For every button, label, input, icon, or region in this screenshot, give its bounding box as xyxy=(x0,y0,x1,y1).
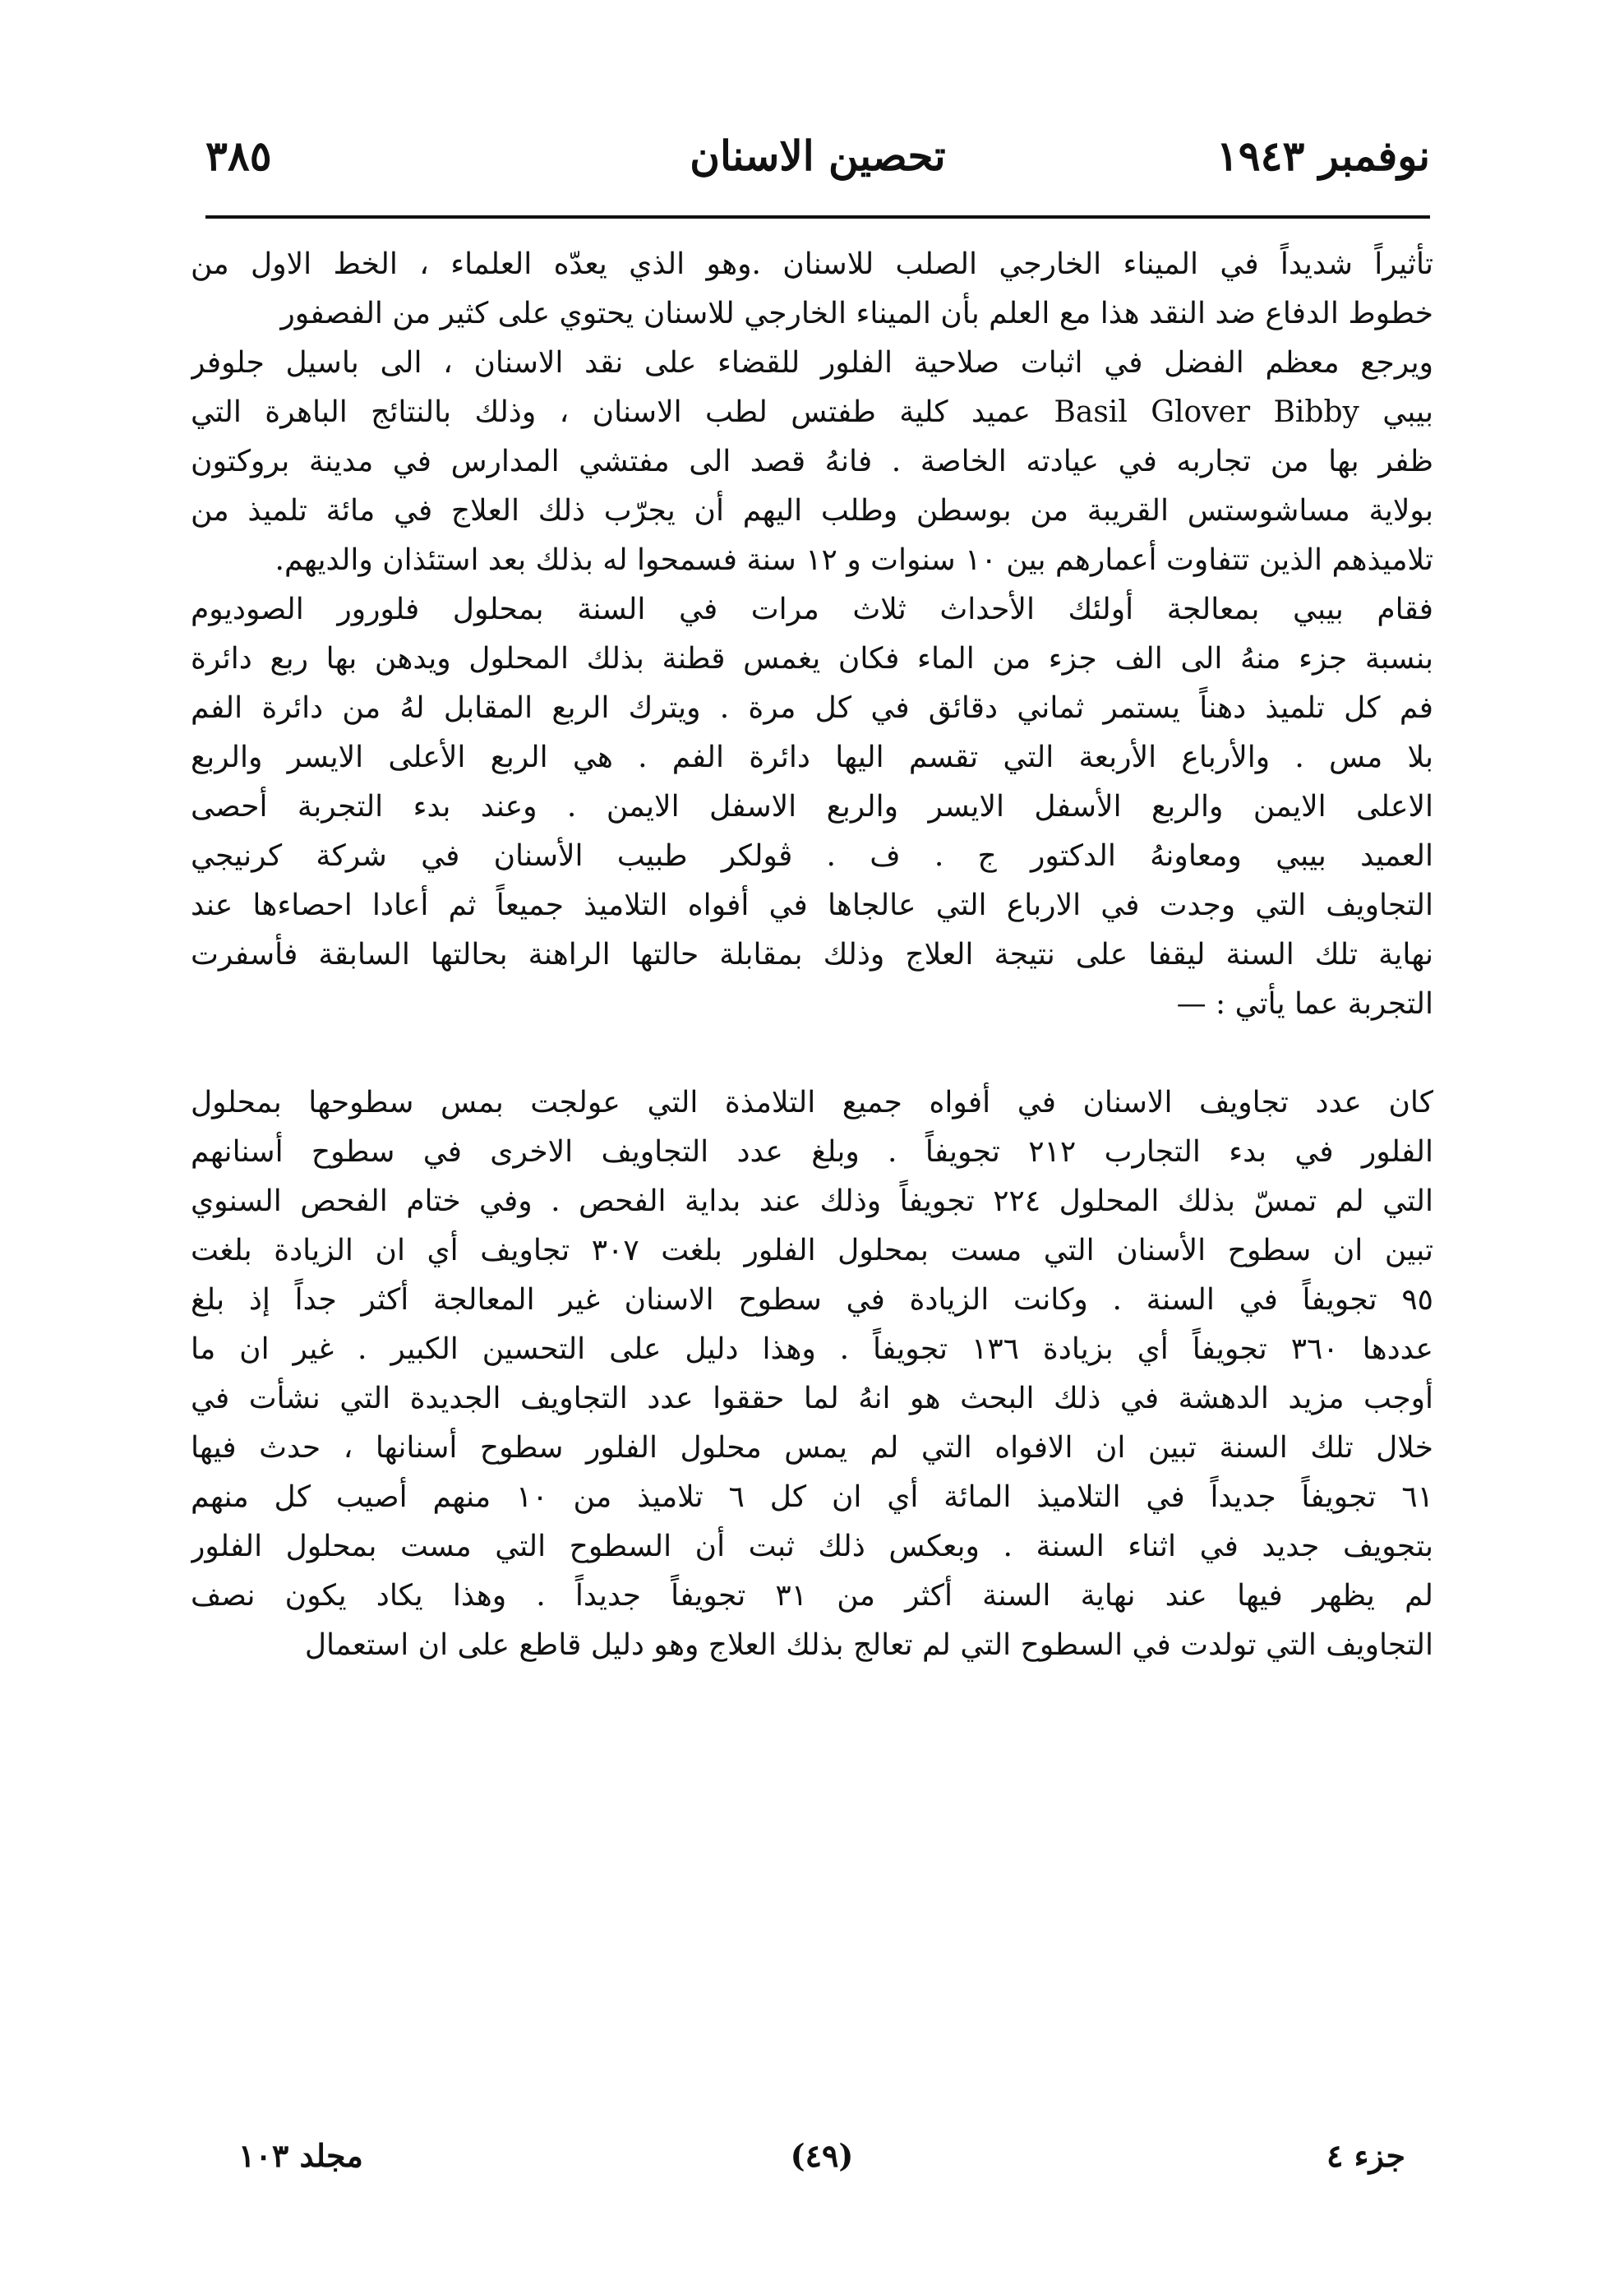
footer-volume: مجلد ١٠٣ xyxy=(238,2137,363,2174)
text-line: تلاميذهم الذين تتفاوت أعمارهم بين ١٠ سنوات و ١٢ سنة فسمحوا له بذلك بعد استئذان والديهم. xyxy=(275,543,1433,577)
footer-sheet-number: (٤٩) xyxy=(790,2137,854,2174)
text-line: الاعلى الايمن والربع الأسفل الايسر والربع الاسفل الايمن . وعند بدء التجربة أحصى xyxy=(191,790,1433,824)
text-line: لم يظهر فيها عند نهاية السنة أكثر من ٣١ تجويفاً جديداً . وهذا يكاد يكون نصف xyxy=(191,1579,1433,1613)
text-line: تبين ان سطوح الأسنان التي مست بمحلول الفلور بلغت ٣٠٧ تجاويف أي ان الزيادة بلغت xyxy=(191,1234,1433,1267)
paragraph-gap xyxy=(191,1029,1433,1078)
paragraph xyxy=(191,585,1433,1029)
page-footer xyxy=(238,2127,1405,2185)
text-line: بلا مس . والأرباع الأربعة التي تقسم اليها دائرة الفم . هي الربع الأعلى الايسر والربع xyxy=(191,741,1433,774)
text-line: ظفر بها من تجاربه في عيادته الخاصة . فانهُ قصد الى مفتشي المدارس في مدينة بروكتون xyxy=(191,445,1433,478)
text-line: التجربة عما يأتي : — xyxy=(1176,987,1433,1021)
header-title: تحصين الاسنان xyxy=(690,132,946,180)
text-line: فم كل تلميذ دهناً يستمر ثماني دقائق في كل مرة . ويترك الربع المقابل لهُ من دائرة الفم xyxy=(191,691,1433,725)
text-line: ويرجع معظم الفضل في اثبات صلاحية الفلور للقضاء على نقد الاسنان ، الى باسيل جلوفر xyxy=(191,346,1433,380)
text-line: فقام بيبي بمعالجة أولئك الأحداث ثلاث مرات في السنة بمحلول فلورور الصوديوم xyxy=(191,593,1433,626)
text-line: خطوط الدفاع ضد النقد هذا مع العلم بأن الميناء الخارجي للاسنان يحتوي على كثير من الفصفور xyxy=(280,297,1433,330)
paragraph xyxy=(191,339,1433,585)
text-line: التي لم تمسّ بذلك المحلول ٢٢٤ تجويفاً وذلك عند بداية الفحص . وفي ختام الفحص السنوي xyxy=(191,1184,1433,1218)
paragraph xyxy=(191,240,1433,339)
text-line: ٦١ تجويفاً جديداً في التلاميذ المائة أي ان كل ٦ تلاميذ من ١٠ منهم أصيب كل منهم xyxy=(191,1480,1433,1514)
header-rule xyxy=(205,215,1430,219)
article-body xyxy=(191,240,1433,1670)
running-header xyxy=(205,123,1430,189)
text-line: الفلور في بدء التجارب ٢١٢ تجويفاً . وبلغ عدد التجاويف الاخرى في سطوح أسنانهم xyxy=(191,1135,1433,1169)
text-line: بنسبة جزء منهُ الى الف جزء من الماء فكان يغمس قطنة بذلك المحلول ويدهن بها ربع دائرة xyxy=(191,642,1433,676)
header-date: نوفمبر ١٩٤٣ xyxy=(1216,132,1430,180)
text-line: بيبي Basil Glover Bibby عميد كلية طفتس لطب الاسنان ، وذلك بالنتائج الباهرة التي xyxy=(191,395,1433,429)
text-line: خلال تلك السنة تبين ان الافواه التي لم يمس محلول الفلور سطوح أسنانها ، حدث فيها xyxy=(191,1431,1433,1465)
text-line: تأثيراً شديداً في الميناء الخارجي الصلب للاسنان .وهو الذي يعدّه العلماء ، الخط الاول من xyxy=(191,247,1433,281)
text-line: بتجويف جديد في اثناء السنة . وبعكس ذلك ثبت أن السطوح التي مست بمحلول الفلور xyxy=(191,1530,1433,1563)
footer-part: جزء ٤ xyxy=(1326,2137,1405,2174)
text-line: العميد بيبي ومعاونهُ الدكتور ج . ف . ڤولكر طبيب الأسنان في شركة كرنيجي xyxy=(191,839,1433,873)
text-line: ٩٥ تجويفاً في السنة . وكانت الزيادة في سطوح الاسنان غير المعالجة أكثر جداً إذ بلغ xyxy=(191,1283,1433,1317)
text-line: عددها ٣٦٠ تجويفاً أي بزيادة ١٣٦ تجويفاً . وهذا دليل على التحسين الكبير . غير ان ما xyxy=(191,1332,1433,1366)
text-line: التجاويف التي تولدت في السطوح التي لم تعالج بذلك العلاج وهو دليل قاطع على ان استعمال xyxy=(304,1628,1433,1662)
text-line: بولاية مساشوستس القريبة من بوسطن وطلب اليهم أن يجرّب ذلك العلاج في مائة تلميذ من xyxy=(191,494,1433,528)
page-number: ٣٨٥ xyxy=(205,132,272,180)
text-line: نهاية تلك السنة ليقفا على نتيجة العلاج وذلك بمقابلة حالتها الراهنة بحالتها السابقة فأسفرت xyxy=(191,938,1433,972)
text-line: أوجب مزيد الدهشة في ذلك البحث هو انهُ لما حققوا عدد التجاويف الجديدة التي نشأت في xyxy=(191,1382,1433,1415)
text-line: كان عدد تجاويف الاسنان في أفواه جميع التلامذة التي عولجت بمس سطوحها بمحلول xyxy=(191,1086,1433,1119)
text-line: التجاويف التي وجدت في الارباع التي عالجاها في أفواه التلاميذ جميعاً ثم أعادا احصاءها عند xyxy=(191,889,1433,922)
paragraph xyxy=(191,1078,1433,1670)
